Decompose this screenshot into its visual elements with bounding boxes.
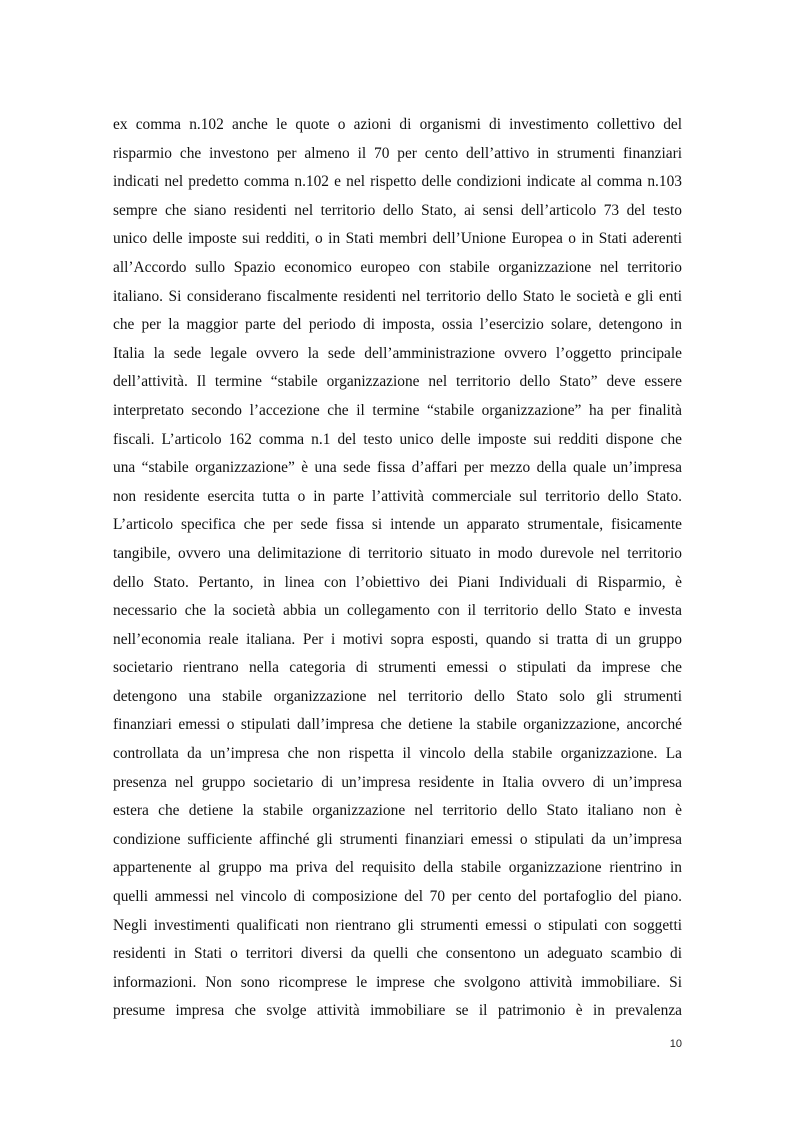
text-line: all’Accordo sullo Spazio economico europeo con stabile organizzazione nel territorio — [113, 258, 682, 276]
body-paragraph — [113, 111, 682, 1026]
text-line: nell’economia reale italiana. Per i motivi sopra esposti, quando si tratta di un gruppo — [113, 630, 682, 648]
text-line: informazioni. Non sono ricomprese le imprese che svolgono attività immobiliare. Si — [113, 973, 682, 991]
text-line: detengono una stabile organizzazione nel territorio dello Stato solo gli strumenti — [113, 687, 682, 705]
text-line: unico delle imposte sui redditi, o in Stati membri dell’Unione Europea o in Stati aderenti — [113, 230, 682, 248]
text-line: L’articolo specifica che per sede fissa si intende un apparato strumentale, fisicamente — [113, 516, 682, 534]
text-line: appartenente al gruppo ma priva del requisito della stabile organizzazione rientrino in — [113, 859, 682, 877]
text-line: estera che detiene la stabile organizzazione nel territorio dello Stato italiano non è — [113, 802, 682, 820]
text-line: interpretato secondo l’accezione che il termine “stabile organizzazione” ha per finalità — [113, 401, 682, 419]
text-line: italiano. Si considerano fiscalmente residenti nel territorio dello Stato le società e gli enti — [113, 287, 682, 305]
text-line: tangibile, ovvero una delimitazione di territorio situato in modo durevole nel territorio — [113, 544, 682, 562]
text-line: indicati nel predetto comma n.102 e nel rispetto delle condizioni indicate al comma n.103 — [113, 173, 682, 191]
page-number: 10 — [669, 1038, 682, 1050]
text-line: quelli ammessi nel vincolo di composizione del 70 per cento del portafoglio del piano. — [113, 888, 682, 906]
text-line: dell’attività. Il termine “stabile organizzazione nel territorio dello Stato” deve essere — [113, 373, 682, 391]
text-line: che per la maggior parte del periodo di imposta, ossia l’esercizio solare, detengono in — [113, 316, 682, 334]
text-line: presume impresa che svolge attività immobiliare se il patrimonio è in prevalenza — [113, 1002, 682, 1020]
text-line: condizione sufficiente affinché gli strumenti finanziari emessi o stipulati da un’impresa — [113, 830, 682, 848]
text-line: non residente esercita tutta o in parte l’attività commerciale sul territorio dello Stato. — [113, 487, 682, 505]
text-line: una “stabile organizzazione” è una sede fissa d’affari per mezzo della quale un’impresa — [113, 459, 682, 477]
text-line: residenti in Stati o territori diversi da quelli che consentono un adeguato scambio di — [113, 945, 682, 963]
text-line: sempre che siano residenti nel territorio dello Stato, ai sensi dell’articolo 73 del testo — [113, 201, 682, 219]
text-line: societario rientrano nella categoria di strumenti emessi o stipulati da imprese che — [113, 659, 682, 677]
text-line: fiscali. L’articolo 162 comma n.1 del testo unico delle imposte sui redditi dispone che — [113, 430, 682, 448]
text-line: Italia la sede legale ovvero la sede dell’amministrazione ovvero l’oggetto principale — [113, 344, 682, 362]
text-line: presenza nel gruppo societario di un’impresa residente in Italia ovvero di un’impresa — [113, 773, 682, 791]
text-line: Negli investimenti qualificati non rientrano gli strumenti emessi o stipulati con soggetti — [113, 916, 682, 934]
text-line: finanziari emessi o stipulati dall’impresa che detiene la stabile organizzazione, ancorché — [113, 716, 682, 734]
text-line: dello Stato. Pertanto, in linea con l’obiettivo dei Piani Individuali di Risparmio, è — [113, 573, 682, 591]
text-line: ex comma n.102 anche le quote o azioni di organismi di investimento collettivo del — [113, 116, 682, 133]
text-line: risparmio che investono per almeno il 70 per cento dell’attivo in strumenti finanziari — [113, 144, 682, 162]
text-line: controllata da un’impresa che non rispetta il vincolo della stabile organizzazione. La — [113, 745, 682, 763]
text-line: necessario che la società abbia un collegamento con il territorio dello Stato e investa — [113, 602, 682, 620]
